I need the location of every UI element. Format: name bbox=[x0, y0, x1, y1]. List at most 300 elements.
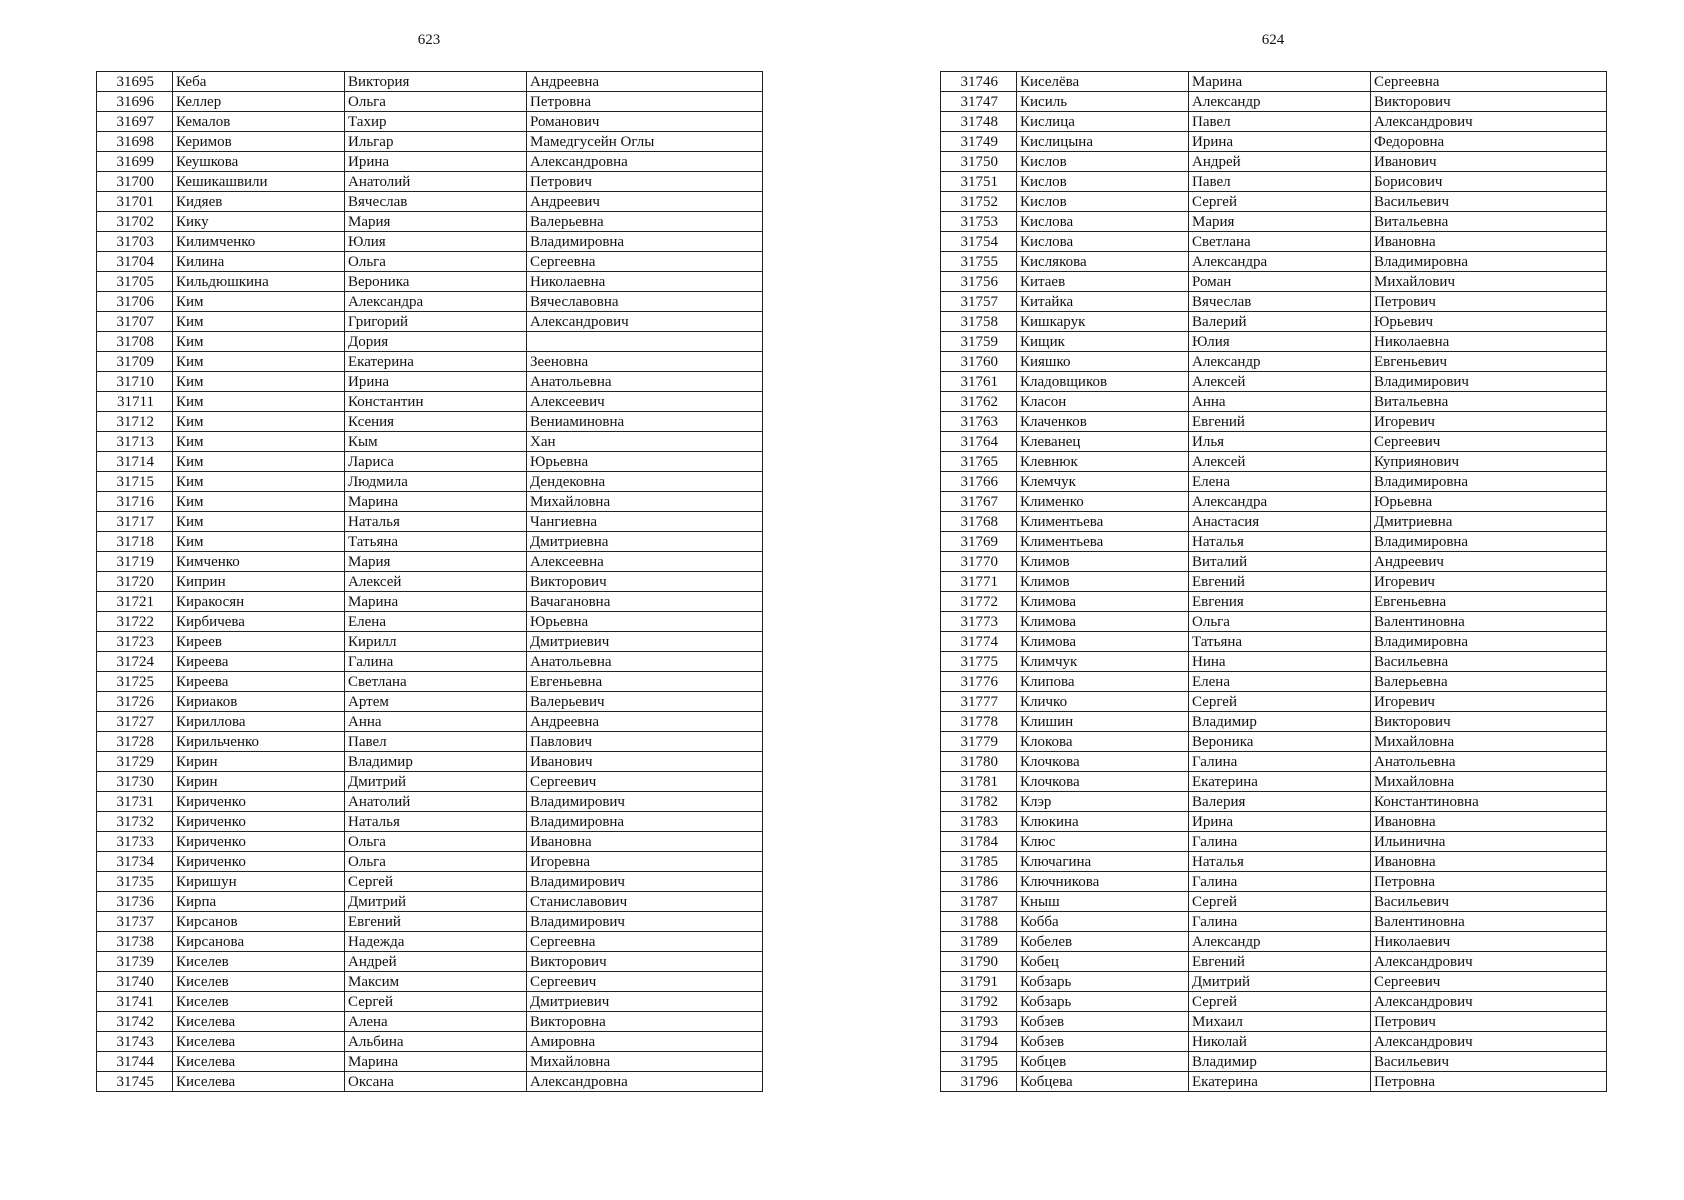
record-number: 31722 bbox=[97, 612, 173, 632]
table-row bbox=[97, 472, 763, 492]
first-name: Мария bbox=[345, 552, 527, 572]
table-row bbox=[941, 692, 1607, 712]
record-number: 31727 bbox=[97, 712, 173, 732]
patronymic: Ивановна bbox=[1371, 232, 1607, 252]
table-row bbox=[97, 572, 763, 592]
patronymic: Петровна bbox=[1371, 1072, 1607, 1092]
record-number: 31756 bbox=[941, 272, 1017, 292]
first-name: Ирина bbox=[345, 152, 527, 172]
record-number: 31731 bbox=[97, 792, 173, 812]
patronymic bbox=[527, 332, 763, 352]
table-row bbox=[97, 432, 763, 452]
table-row bbox=[941, 792, 1607, 812]
table-row bbox=[97, 292, 763, 312]
first-name: Артем bbox=[345, 692, 527, 712]
record-number: 31715 bbox=[97, 472, 173, 492]
patronymic: Валентиновна bbox=[1371, 912, 1607, 932]
patronymic: Викторович bbox=[527, 572, 763, 592]
last-name: Кобелев bbox=[1017, 932, 1189, 952]
record-number: 31788 bbox=[941, 912, 1017, 932]
patronymic: Валерьевна bbox=[527, 212, 763, 232]
last-name: Кику bbox=[173, 212, 345, 232]
record-number: 31710 bbox=[97, 372, 173, 392]
table-row bbox=[97, 72, 763, 92]
last-name: Клеванец bbox=[1017, 432, 1189, 452]
last-name: Ким bbox=[173, 392, 345, 412]
table-row bbox=[941, 72, 1607, 92]
first-name: Евгений bbox=[345, 912, 527, 932]
table-row bbox=[941, 352, 1607, 372]
record-number: 31708 bbox=[97, 332, 173, 352]
last-name: Керимов bbox=[173, 132, 345, 152]
first-name: Галина bbox=[1189, 872, 1371, 892]
record-number: 31783 bbox=[941, 812, 1017, 832]
first-name: Ольга bbox=[345, 852, 527, 872]
patronymic: Вячеславовна bbox=[527, 292, 763, 312]
first-name: Владимир bbox=[345, 752, 527, 772]
record-number: 31697 bbox=[97, 112, 173, 132]
last-name: Кириченко bbox=[173, 792, 345, 812]
record-number: 31741 bbox=[97, 992, 173, 1012]
table-row bbox=[941, 192, 1607, 212]
first-name: Марина bbox=[1189, 72, 1371, 92]
last-name: Кириченко bbox=[173, 832, 345, 852]
first-name: Наталья bbox=[1189, 852, 1371, 872]
first-name: Вячеслав bbox=[345, 192, 527, 212]
record-number: 31704 bbox=[97, 252, 173, 272]
patronymic: Евгеньевич bbox=[1371, 352, 1607, 372]
patronymic: Александрович bbox=[1371, 952, 1607, 972]
table-row bbox=[941, 652, 1607, 672]
first-name: Сергей bbox=[1189, 992, 1371, 1012]
patronymic: Чангиевна bbox=[527, 512, 763, 532]
first-name: Валерий bbox=[1189, 312, 1371, 332]
last-name: Кислицына bbox=[1017, 132, 1189, 152]
patronymic: Александрович bbox=[527, 312, 763, 332]
last-name: Кислова bbox=[1017, 232, 1189, 252]
patronymic: Юрьевич bbox=[1371, 312, 1607, 332]
last-name: Кирбичева bbox=[173, 612, 345, 632]
record-number: 31767 bbox=[941, 492, 1017, 512]
record-number: 31791 bbox=[941, 972, 1017, 992]
first-name: Тахир bbox=[345, 112, 527, 132]
last-name: Кирсанова bbox=[173, 932, 345, 952]
record-number: 31794 bbox=[941, 1032, 1017, 1052]
first-name: Дмитрий bbox=[345, 772, 527, 792]
record-number: 31700 bbox=[97, 172, 173, 192]
last-name: Киракосян bbox=[173, 592, 345, 612]
record-number: 31707 bbox=[97, 312, 173, 332]
record-number: 31747 bbox=[941, 92, 1017, 112]
patronymic: Викторович bbox=[1371, 712, 1607, 732]
table-row bbox=[941, 272, 1607, 292]
patronymic: Дмитриевич bbox=[527, 992, 763, 1012]
first-name: Надежда bbox=[345, 932, 527, 952]
patronymic: Хан bbox=[527, 432, 763, 452]
table-row bbox=[97, 212, 763, 232]
first-name: Галина bbox=[345, 652, 527, 672]
last-name: Клюс bbox=[1017, 832, 1189, 852]
first-name: Алексей bbox=[345, 572, 527, 592]
first-name: Григорий bbox=[345, 312, 527, 332]
last-name: Киселева bbox=[173, 1072, 345, 1092]
last-name: Кобба bbox=[1017, 912, 1189, 932]
last-name: Клокова bbox=[1017, 732, 1189, 752]
record-number: 31786 bbox=[941, 872, 1017, 892]
patronymic: Владимировна bbox=[527, 232, 763, 252]
table-row bbox=[97, 192, 763, 212]
last-name: Кильдюшкина bbox=[173, 272, 345, 292]
first-name: Юлия bbox=[1189, 332, 1371, 352]
last-name: Клишин bbox=[1017, 712, 1189, 732]
last-name: Кириллова bbox=[173, 712, 345, 732]
name-table bbox=[940, 71, 1607, 1092]
record-number: 31776 bbox=[941, 672, 1017, 692]
patronymic: Анатольевна bbox=[527, 372, 763, 392]
first-name: Максим bbox=[345, 972, 527, 992]
table-row bbox=[941, 112, 1607, 132]
patronymic: Дендековна bbox=[527, 472, 763, 492]
table-row bbox=[941, 332, 1607, 352]
patronymic: Александрович bbox=[1371, 992, 1607, 1012]
first-name: Наталья bbox=[345, 812, 527, 832]
first-name: Вероника bbox=[1189, 732, 1371, 752]
table-row bbox=[97, 772, 763, 792]
record-number: 31719 bbox=[97, 552, 173, 572]
last-name: Кобзев bbox=[1017, 1032, 1189, 1052]
table-row bbox=[97, 372, 763, 392]
first-name: Наталья bbox=[1189, 532, 1371, 552]
record-number: 31777 bbox=[941, 692, 1017, 712]
table-row bbox=[941, 572, 1607, 592]
table-row bbox=[97, 552, 763, 572]
patronymic: Петровна bbox=[1371, 872, 1607, 892]
first-name: Александра bbox=[1189, 492, 1371, 512]
table-row bbox=[941, 152, 1607, 172]
table-row bbox=[97, 712, 763, 732]
patronymic: Зееновна bbox=[527, 352, 763, 372]
last-name: Клочкова bbox=[1017, 772, 1189, 792]
record-number: 31760 bbox=[941, 352, 1017, 372]
first-name: Елена bbox=[1189, 672, 1371, 692]
last-name: Кимченко bbox=[173, 552, 345, 572]
first-name: Татьяна bbox=[1189, 632, 1371, 652]
record-number: 31729 bbox=[97, 752, 173, 772]
last-name: Кириченко bbox=[173, 812, 345, 832]
last-name: Кидяев bbox=[173, 192, 345, 212]
last-name: Ключагина bbox=[1017, 852, 1189, 872]
first-name: Галина bbox=[1189, 752, 1371, 772]
patronymic: Владимировна bbox=[1371, 532, 1607, 552]
table-row bbox=[941, 252, 1607, 272]
record-number: 31778 bbox=[941, 712, 1017, 732]
patronymic: Сергеевна bbox=[527, 252, 763, 272]
first-name: Андрей bbox=[345, 952, 527, 972]
last-name: Кобзарь bbox=[1017, 972, 1189, 992]
patronymic: Васильевич bbox=[1371, 892, 1607, 912]
table-row bbox=[941, 492, 1607, 512]
table-row bbox=[97, 492, 763, 512]
first-name: Елена bbox=[345, 612, 527, 632]
patronymic: Николаевич bbox=[1371, 932, 1607, 952]
record-number: 31714 bbox=[97, 452, 173, 472]
patronymic: Ильинична bbox=[1371, 832, 1607, 852]
last-name: Киселёва bbox=[1017, 72, 1189, 92]
table-row bbox=[97, 1052, 763, 1072]
table-row bbox=[941, 812, 1607, 832]
last-name: Киришун bbox=[173, 872, 345, 892]
record-number: 31782 bbox=[941, 792, 1017, 812]
last-name: Киселева bbox=[173, 1012, 345, 1032]
record-number: 31753 bbox=[941, 212, 1017, 232]
patronymic: Мамедгусейн Оглы bbox=[527, 132, 763, 152]
table-row bbox=[941, 312, 1607, 332]
record-number: 31792 bbox=[941, 992, 1017, 1012]
table-row bbox=[941, 232, 1607, 252]
patronymic: Петрович bbox=[527, 172, 763, 192]
last-name: Кищик bbox=[1017, 332, 1189, 352]
first-name: Александра bbox=[345, 292, 527, 312]
patronymic: Петрович bbox=[1371, 292, 1607, 312]
first-name: Марина bbox=[345, 1052, 527, 1072]
patronymic: Александрович bbox=[1371, 112, 1607, 132]
last-name: Кеушкова bbox=[173, 152, 345, 172]
record-number: 31787 bbox=[941, 892, 1017, 912]
last-name: Киреева bbox=[173, 672, 345, 692]
first-name: Ксения bbox=[345, 412, 527, 432]
record-number: 31705 bbox=[97, 272, 173, 292]
first-name: Кирилл bbox=[345, 632, 527, 652]
first-name: Вячеслав bbox=[1189, 292, 1371, 312]
patronymic: Николаевна bbox=[1371, 332, 1607, 352]
last-name: Кобцева bbox=[1017, 1072, 1189, 1092]
patronymic: Романович bbox=[527, 112, 763, 132]
patronymic: Владимирович bbox=[527, 792, 763, 812]
patronymic: Анатольевна bbox=[1371, 752, 1607, 772]
record-number: 31723 bbox=[97, 632, 173, 652]
table-row bbox=[941, 172, 1607, 192]
record-number: 31773 bbox=[941, 612, 1017, 632]
patronymic: Николаевна bbox=[527, 272, 763, 292]
record-number: 31717 bbox=[97, 512, 173, 532]
patronymic: Игоревич bbox=[1371, 412, 1607, 432]
patronymic: Иванович bbox=[1371, 152, 1607, 172]
last-name: Китаев bbox=[1017, 272, 1189, 292]
record-number: 31771 bbox=[941, 572, 1017, 592]
table-row bbox=[941, 432, 1607, 452]
last-name: Кислова bbox=[1017, 212, 1189, 232]
table-row bbox=[941, 732, 1607, 752]
page-number: 624 bbox=[1261, 32, 1285, 48]
last-name: Климчук bbox=[1017, 652, 1189, 672]
table-row bbox=[941, 672, 1607, 692]
table-row bbox=[97, 1012, 763, 1032]
record-number: 31757 bbox=[941, 292, 1017, 312]
last-name: Кеба bbox=[173, 72, 345, 92]
first-name: Кым bbox=[345, 432, 527, 452]
record-number: 31696 bbox=[97, 92, 173, 112]
table-row bbox=[97, 892, 763, 912]
first-name: Михаил bbox=[1189, 1012, 1371, 1032]
page-number: 623 bbox=[417, 32, 441, 48]
record-number: 31728 bbox=[97, 732, 173, 752]
last-name: Киселева bbox=[173, 1052, 345, 1072]
first-name: Вероника bbox=[345, 272, 527, 292]
patronymic: Андреевна bbox=[527, 712, 763, 732]
patronymic: Юрьевна bbox=[527, 612, 763, 632]
first-name: Евгений bbox=[1189, 412, 1371, 432]
first-name: Валерия bbox=[1189, 792, 1371, 812]
patronymic: Андреевна bbox=[527, 72, 763, 92]
record-number: 31750 bbox=[941, 152, 1017, 172]
last-name: Кешикашвили bbox=[173, 172, 345, 192]
table-row bbox=[97, 272, 763, 292]
first-name: Екатерина bbox=[1189, 1072, 1371, 1092]
table-row bbox=[97, 932, 763, 952]
first-name: Виталий bbox=[1189, 552, 1371, 572]
record-number: 31712 bbox=[97, 412, 173, 432]
patronymic: Викторовна bbox=[527, 1012, 763, 1032]
table-row bbox=[941, 392, 1607, 412]
last-name: Кислякова bbox=[1017, 252, 1189, 272]
last-name: Климов bbox=[1017, 552, 1189, 572]
last-name: Киприн bbox=[173, 572, 345, 592]
table-row bbox=[97, 672, 763, 692]
record-number: 31746 bbox=[941, 72, 1017, 92]
first-name: Алексей bbox=[1189, 372, 1371, 392]
first-name: Павел bbox=[345, 732, 527, 752]
first-name: Екатерина bbox=[1189, 772, 1371, 792]
patronymic: Владимировна bbox=[1371, 632, 1607, 652]
patronymic: Александровна bbox=[527, 152, 763, 172]
last-name: Кишкарук bbox=[1017, 312, 1189, 332]
patronymic: Александрович bbox=[1371, 1032, 1607, 1052]
record-number: 31699 bbox=[97, 152, 173, 172]
last-name: Ким bbox=[173, 372, 345, 392]
first-name: Сергей bbox=[345, 872, 527, 892]
last-name: Ким bbox=[173, 532, 345, 552]
patronymic: Валерьевна bbox=[1371, 672, 1607, 692]
first-name: Анатолий bbox=[345, 172, 527, 192]
last-name: Киреева bbox=[173, 652, 345, 672]
table-row bbox=[97, 152, 763, 172]
record-number: 31766 bbox=[941, 472, 1017, 492]
first-name: Людмила bbox=[345, 472, 527, 492]
patronymic: Дмитриевич bbox=[527, 632, 763, 652]
last-name: Климов bbox=[1017, 572, 1189, 592]
patronymic: Ивановна bbox=[527, 832, 763, 852]
first-name: Александр bbox=[1189, 352, 1371, 372]
record-number: 31762 bbox=[941, 392, 1017, 412]
patronymic: Юрьевна bbox=[1371, 492, 1607, 512]
patronymic: Владимирович bbox=[1371, 372, 1607, 392]
first-name: Дмитрий bbox=[1189, 972, 1371, 992]
last-name: Киселев bbox=[173, 972, 345, 992]
record-number: 31738 bbox=[97, 932, 173, 952]
patronymic: Андреевич bbox=[527, 192, 763, 212]
record-number: 31759 bbox=[941, 332, 1017, 352]
first-name: Александр bbox=[1189, 932, 1371, 952]
table-row bbox=[97, 632, 763, 652]
table-row bbox=[941, 452, 1607, 472]
record-number: 31752 bbox=[941, 192, 1017, 212]
table-row bbox=[97, 912, 763, 932]
patronymic: Сергеевич bbox=[1371, 432, 1607, 452]
first-name: Ольга bbox=[345, 92, 527, 112]
record-number: 31748 bbox=[941, 112, 1017, 132]
record-number: 31716 bbox=[97, 492, 173, 512]
first-name: Константин bbox=[345, 392, 527, 412]
last-name: Кислов bbox=[1017, 172, 1189, 192]
record-number: 31796 bbox=[941, 1072, 1017, 1092]
first-name: Ольга bbox=[1189, 612, 1371, 632]
table-row bbox=[941, 612, 1607, 632]
first-name: Виктория bbox=[345, 72, 527, 92]
table-row bbox=[941, 912, 1607, 932]
last-name: Клименко bbox=[1017, 492, 1189, 512]
table-row bbox=[941, 892, 1607, 912]
record-number: 31781 bbox=[941, 772, 1017, 792]
table-row bbox=[941, 1072, 1607, 1092]
first-name: Ирина bbox=[1189, 812, 1371, 832]
first-name: Александра bbox=[1189, 252, 1371, 272]
last-name: Кличко bbox=[1017, 692, 1189, 712]
last-name: Климова bbox=[1017, 592, 1189, 612]
first-name: Роман bbox=[1189, 272, 1371, 292]
patronymic: Евгеньевна bbox=[527, 672, 763, 692]
first-name: Владимир bbox=[1189, 712, 1371, 732]
table-row bbox=[97, 652, 763, 672]
record-number: 31698 bbox=[97, 132, 173, 152]
last-name: Клемчук bbox=[1017, 472, 1189, 492]
last-name: Класон bbox=[1017, 392, 1189, 412]
table-row bbox=[97, 512, 763, 532]
last-name: Климова bbox=[1017, 612, 1189, 632]
patronymic: Иванович bbox=[527, 752, 763, 772]
record-number: 31784 bbox=[941, 832, 1017, 852]
table-row bbox=[97, 992, 763, 1012]
first-name: Владимир bbox=[1189, 1052, 1371, 1072]
table-row bbox=[97, 392, 763, 412]
record-number: 31790 bbox=[941, 952, 1017, 972]
table-row bbox=[97, 792, 763, 812]
record-number: 31720 bbox=[97, 572, 173, 592]
first-name: Сергей bbox=[1189, 192, 1371, 212]
first-name: Андрей bbox=[1189, 152, 1371, 172]
table-row bbox=[97, 1072, 763, 1092]
record-number: 31743 bbox=[97, 1032, 173, 1052]
first-name: Илья bbox=[1189, 432, 1371, 452]
record-number: 31775 bbox=[941, 652, 1017, 672]
last-name: Киселев bbox=[173, 952, 345, 972]
first-name: Марина bbox=[345, 492, 527, 512]
patronymic: Федоровна bbox=[1371, 132, 1607, 152]
patronymic: Михайловна bbox=[1371, 772, 1607, 792]
patronymic: Васильевна bbox=[1371, 652, 1607, 672]
last-name: Ким bbox=[173, 452, 345, 472]
table-row bbox=[941, 632, 1607, 652]
table-row bbox=[941, 712, 1607, 732]
table-row bbox=[941, 952, 1607, 972]
record-number: 31764 bbox=[941, 432, 1017, 452]
first-name: Альбина bbox=[345, 1032, 527, 1052]
last-name: Ким bbox=[173, 472, 345, 492]
first-name: Ольга bbox=[345, 832, 527, 852]
first-name: Наталья bbox=[345, 512, 527, 532]
record-number: 31742 bbox=[97, 1012, 173, 1032]
first-name: Павел bbox=[1189, 112, 1371, 132]
first-name: Марина bbox=[345, 592, 527, 612]
